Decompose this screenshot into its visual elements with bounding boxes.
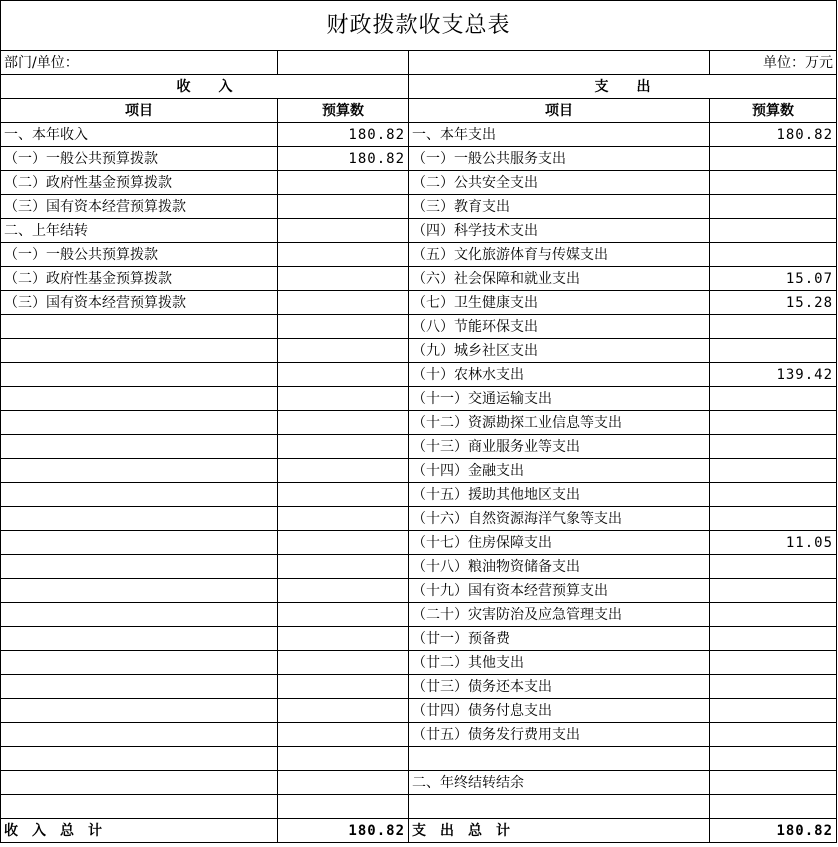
income-value-cell (278, 363, 409, 387)
income-item-cell: （三）国有资本经营预算拨款 (1, 291, 278, 315)
expense-value-cell (710, 315, 837, 339)
unit-blank (409, 51, 710, 75)
department-value (278, 51, 409, 75)
expense-item-cell: 二、年终结转结余 (409, 771, 710, 795)
title-row (1, 1, 837, 51)
income-item-cell (1, 795, 278, 819)
income-item-cell (1, 387, 278, 411)
income-item-cell: 二、上年结转 (1, 219, 278, 243)
income-item-cell (1, 507, 278, 531)
expense-item-cell: （十九）国有资本经营预算支出 (409, 579, 710, 603)
expense-item-cell: （十二）资源勘探工业信息等支出 (409, 411, 710, 435)
income-item-cell (1, 483, 278, 507)
income-value-cell (278, 195, 409, 219)
expense-value-cell (710, 219, 837, 243)
expense-item-cell: （三）教育支出 (409, 195, 710, 219)
income-item-cell: 一、本年收入 (1, 123, 278, 147)
table-row (1, 771, 837, 795)
table-row (1, 411, 837, 435)
expense-item-cell (409, 747, 710, 771)
unit-row (1, 51, 837, 75)
table-row (1, 315, 837, 339)
expense-value-cell (710, 771, 837, 795)
expense-item-cell: （十一）交通运输支出 (409, 387, 710, 411)
expense-value-cell: 15.07 (710, 267, 837, 291)
expense-value-cell (710, 603, 837, 627)
column-header-row (1, 99, 837, 123)
table-row (1, 243, 837, 267)
expense-value-cell (710, 387, 837, 411)
expense-item-cell (409, 795, 710, 819)
expense-value-cell (710, 723, 837, 747)
expense-item-cell: （十）农林水支出 (409, 363, 710, 387)
expense-item-cell: 一、本年支出 (409, 123, 710, 147)
income-value-cell (278, 555, 409, 579)
table-row (1, 195, 837, 219)
income-item-cell (1, 363, 278, 387)
income-header: 收 入 (1, 75, 409, 99)
income-value-cell (278, 531, 409, 555)
total-row (1, 819, 837, 843)
table-row (1, 507, 837, 531)
income-value-cell (278, 315, 409, 339)
income-item-cell (1, 723, 278, 747)
table-row (1, 339, 837, 363)
income-item-cell (1, 771, 278, 795)
expense-value-cell (710, 411, 837, 435)
expense-item-cell: （一）一般公共服务支出 (409, 147, 710, 171)
expense-value-cell: 11.05 (710, 531, 837, 555)
expense-value-cell (710, 459, 837, 483)
table-row (1, 435, 837, 459)
table-row (1, 219, 837, 243)
expense-item-cell: （十三）商业服务业等支出 (409, 435, 710, 459)
table-row (1, 555, 837, 579)
income-item-cell (1, 627, 278, 651)
income-value-cell (278, 627, 409, 651)
expense-item-cell: （廿五）债务发行费用支出 (409, 723, 710, 747)
income-item-cell (1, 603, 278, 627)
expense-value-cell (710, 339, 837, 363)
expense-value-cell (710, 555, 837, 579)
department-label: 部门/单位： (1, 51, 278, 75)
income-value-cell (278, 651, 409, 675)
income-item-cell (1, 459, 278, 483)
income-budget-header: 预算数 (278, 99, 409, 123)
income-total-label: 收 入 总 计 (1, 819, 278, 843)
income-item-cell (1, 651, 278, 675)
income-value-cell (278, 459, 409, 483)
table-row (1, 483, 837, 507)
table-row (1, 627, 837, 651)
expense-item-cell: （九）城乡社区支出 (409, 339, 710, 363)
expense-value-cell (710, 507, 837, 531)
table-row (1, 747, 837, 771)
income-value-cell (278, 267, 409, 291)
income-item-cell (1, 435, 278, 459)
expense-value-cell (710, 675, 837, 699)
income-item-cell (1, 579, 278, 603)
expense-item-cell: （八）节能环保支出 (409, 315, 710, 339)
income-value-cell: 180.82 (278, 123, 409, 147)
expense-value-cell (710, 699, 837, 723)
expense-value-cell (710, 747, 837, 771)
income-value-cell (278, 723, 409, 747)
income-value-cell (278, 579, 409, 603)
income-value-cell (278, 603, 409, 627)
table-row (1, 291, 837, 315)
income-item-cell (1, 699, 278, 723)
table-row (1, 363, 837, 387)
income-item-cell: （二）政府性基金预算拨款 (1, 267, 278, 291)
expense-item-cell: （二）公共安全支出 (409, 171, 710, 195)
table-row (1, 603, 837, 627)
expense-value-cell: 180.82 (710, 123, 837, 147)
income-value-cell (278, 219, 409, 243)
table-row (1, 267, 837, 291)
expense-item-cell: （二十）灾害防治及应急管理支出 (409, 603, 710, 627)
income-item-cell (1, 555, 278, 579)
income-value-cell (278, 411, 409, 435)
expense-item-header: 项目 (409, 99, 710, 123)
expense-item-cell: （十七）住房保障支出 (409, 531, 710, 555)
expense-value-cell (710, 483, 837, 507)
unit-label: 单位：万元 (710, 51, 837, 75)
income-item-cell: （一）一般公共预算拨款 (1, 243, 278, 267)
income-value-cell (278, 171, 409, 195)
income-total-value: 180.82 (278, 819, 409, 843)
expense-item-cell: （廿三）债务还本支出 (409, 675, 710, 699)
income-value-cell (278, 699, 409, 723)
expense-item-cell: （十六）自然资源海洋气象等支出 (409, 507, 710, 531)
table-row (1, 387, 837, 411)
income-value-cell (278, 507, 409, 531)
table-row (1, 723, 837, 747)
income-value-cell (278, 795, 409, 819)
income-value-cell (278, 243, 409, 267)
expense-value-cell (710, 579, 837, 603)
expense-item-cell: （十五）援助其他地区支出 (409, 483, 710, 507)
expense-item-cell: （廿二）其他支出 (409, 651, 710, 675)
table-row (1, 123, 837, 147)
income-value-cell: 180.82 (278, 147, 409, 171)
table-row (1, 171, 837, 195)
income-item-cell (1, 675, 278, 699)
income-item-cell: （二）政府性基金预算拨款 (1, 171, 278, 195)
expense-total-value: 180.82 (710, 819, 837, 843)
income-item-cell (1, 531, 278, 555)
income-value-cell (278, 483, 409, 507)
table-row (1, 795, 837, 819)
expense-total-label: 支 出 总 计 (409, 819, 710, 843)
expense-item-cell: （六）社会保障和就业支出 (409, 267, 710, 291)
table-row (1, 147, 837, 171)
income-value-cell (278, 387, 409, 411)
income-value-cell (278, 675, 409, 699)
expense-value-cell (710, 147, 837, 171)
expense-value-cell (710, 651, 837, 675)
expense-item-cell: （十四）金融支出 (409, 459, 710, 483)
income-value-cell (278, 771, 409, 795)
table-row (1, 531, 837, 555)
expense-item-cell: （十八）粮油物资储备支出 (409, 555, 710, 579)
table-row (1, 699, 837, 723)
income-item-cell: （一）一般公共预算拨款 (1, 147, 278, 171)
income-value-cell (278, 339, 409, 363)
expense-value-cell (710, 627, 837, 651)
expense-item-cell: （廿一）预备费 (409, 627, 710, 651)
expense-value-cell: 139.42 (710, 363, 837, 387)
income-item-cell (1, 411, 278, 435)
section-header-row (1, 75, 837, 99)
expense-value-cell (710, 435, 837, 459)
income-item-header: 项目 (1, 99, 278, 123)
expense-value-cell (710, 795, 837, 819)
table-row (1, 579, 837, 603)
expense-item-cell: （四）科学技术支出 (409, 219, 710, 243)
expense-header: 支 出 (409, 75, 837, 99)
expense-value-cell (710, 171, 837, 195)
income-value-cell (278, 435, 409, 459)
income-item-cell: （三）国有资本经营预算拨款 (1, 195, 278, 219)
expense-value-cell (710, 243, 837, 267)
page-title: 财政拨款收支总表 (1, 1, 837, 51)
expense-item-cell: （五）文化旅游体育与传媒支出 (409, 243, 710, 267)
income-item-cell (1, 315, 278, 339)
expense-value-cell: 15.28 (710, 291, 837, 315)
income-item-cell (1, 339, 278, 363)
expense-value-cell (710, 195, 837, 219)
income-value-cell (278, 291, 409, 315)
table-row (1, 675, 837, 699)
expense-budget-header: 预算数 (710, 99, 837, 123)
income-value-cell (278, 747, 409, 771)
table-row (1, 651, 837, 675)
table-row (1, 459, 837, 483)
expense-item-cell: （七）卫生健康支出 (409, 291, 710, 315)
expense-item-cell: （廿四）债务付息支出 (409, 699, 710, 723)
income-item-cell (1, 747, 278, 771)
